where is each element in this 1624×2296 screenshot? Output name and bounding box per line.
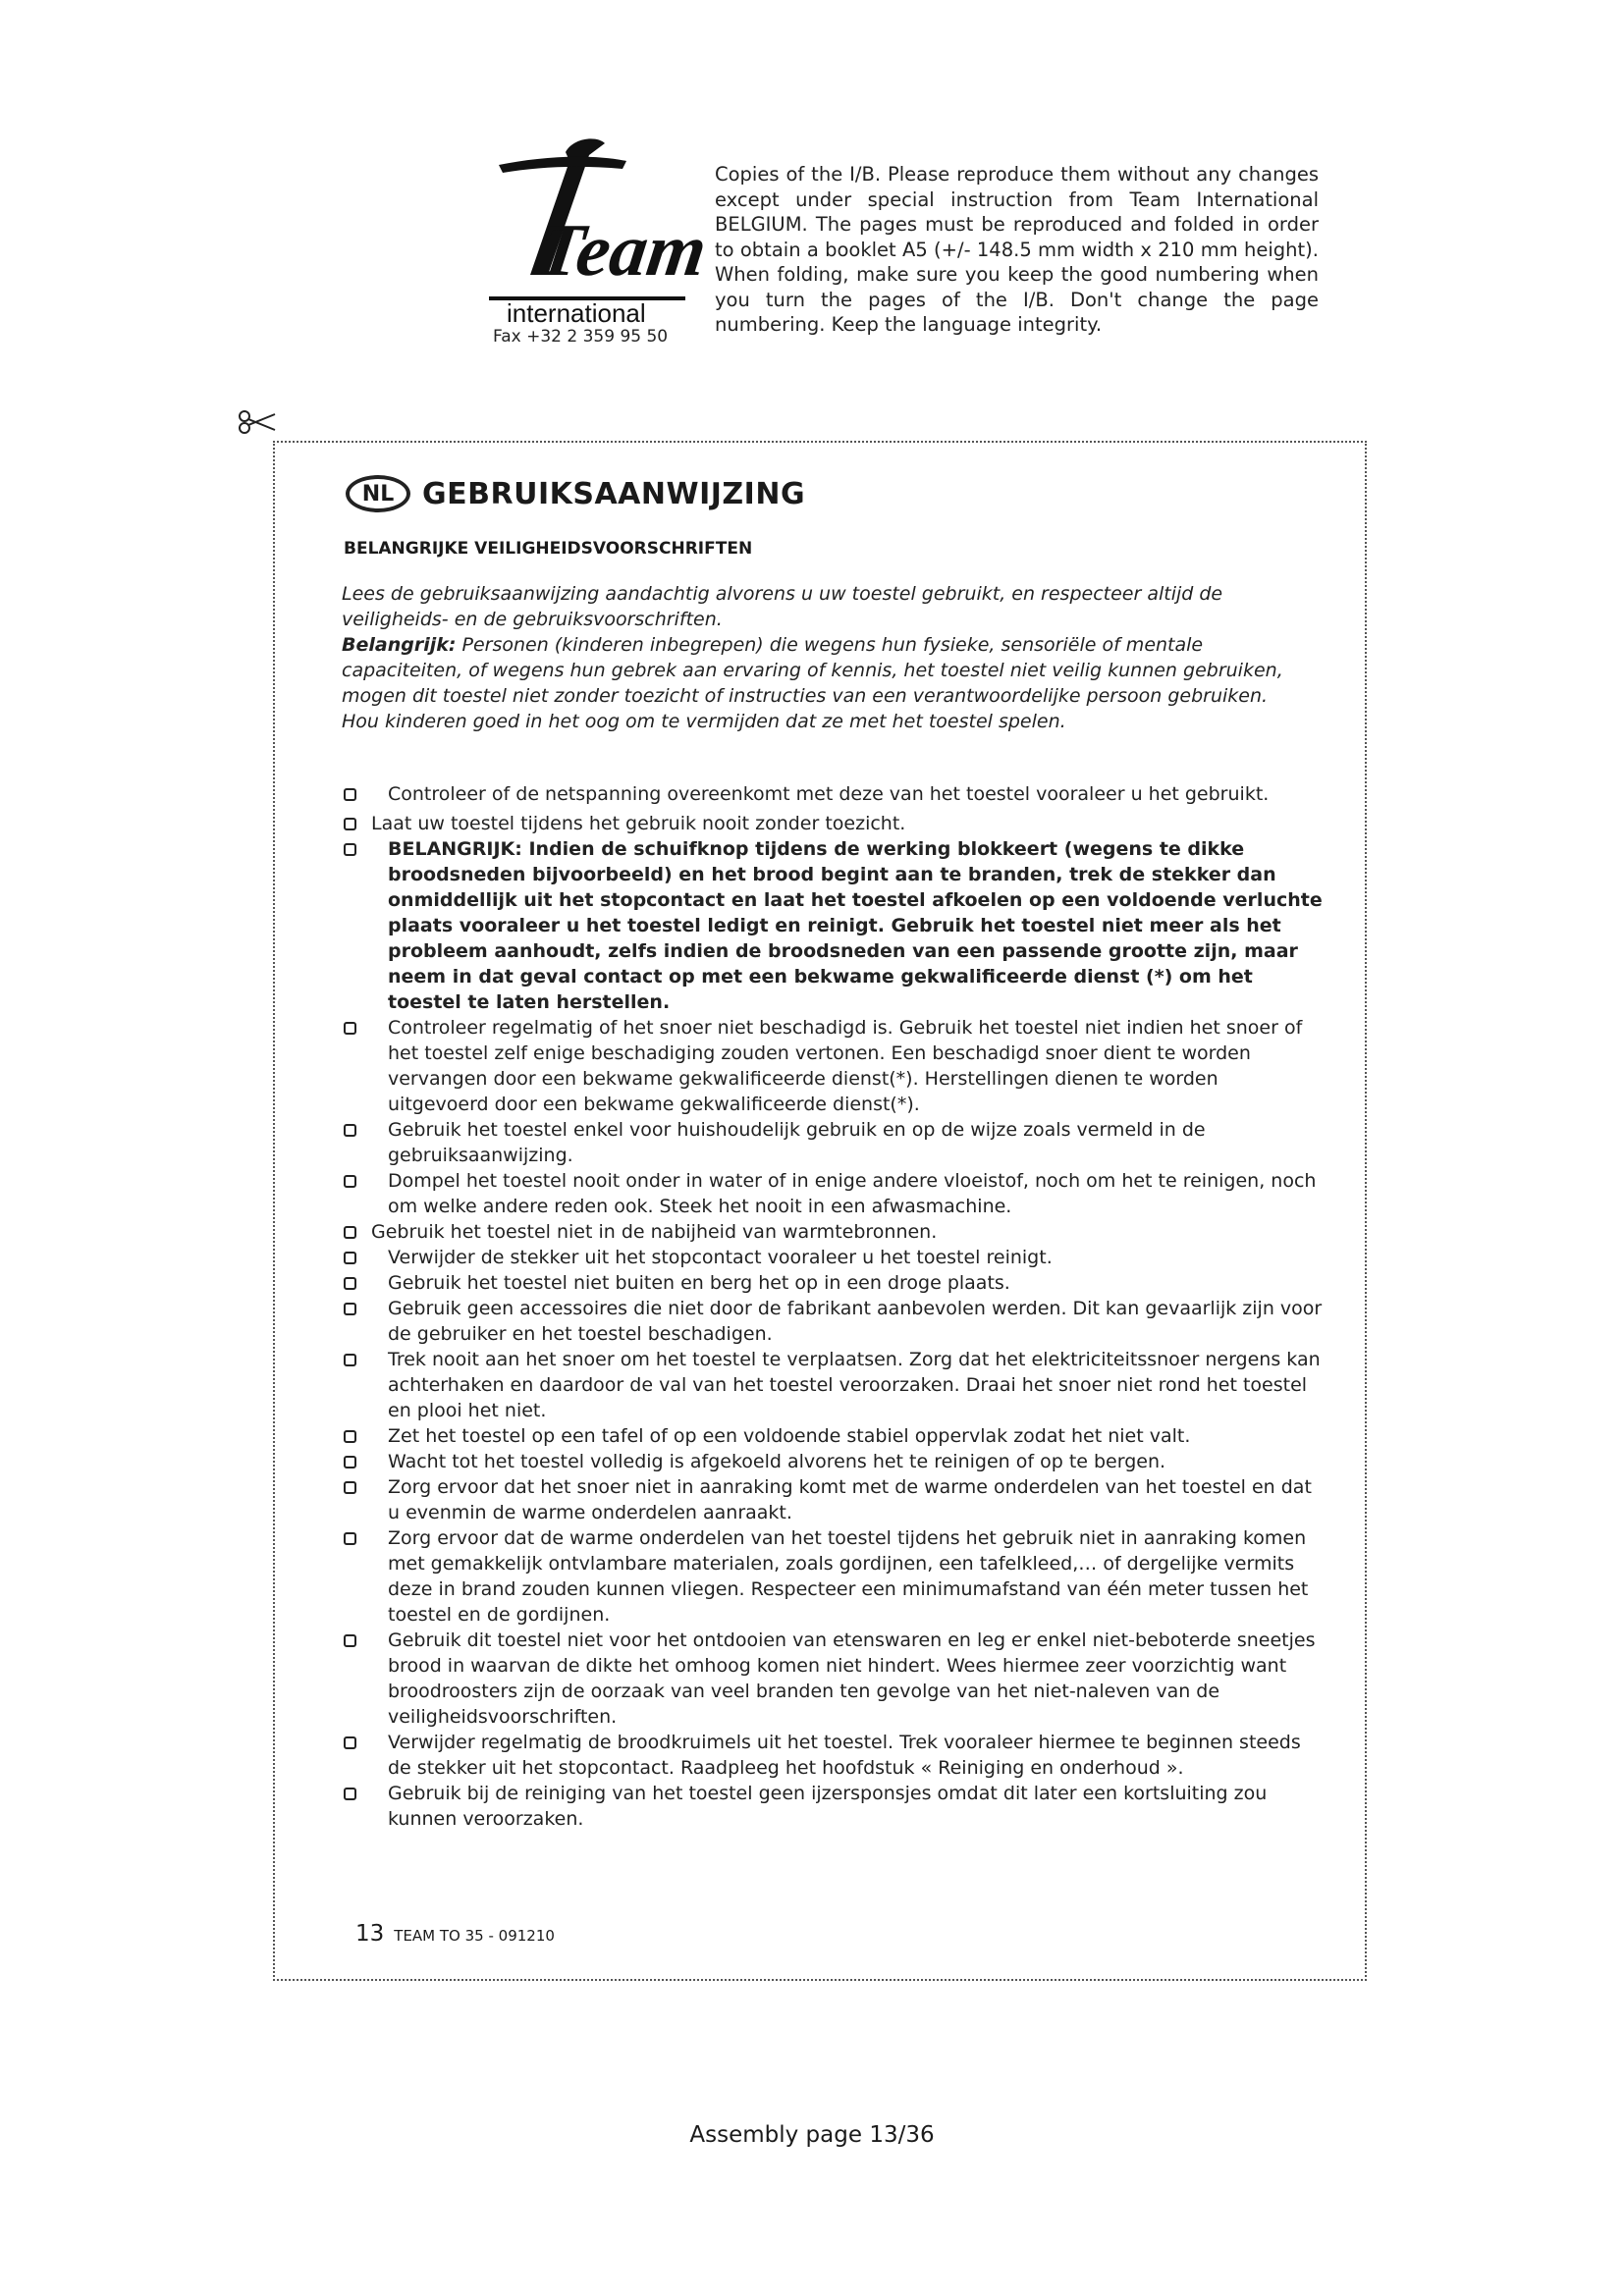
list-item: [342, 1474, 1324, 1525]
list-item: [342, 1117, 1324, 1168]
list-item: [342, 1730, 1324, 1781]
list-item: [342, 1628, 1324, 1730]
list-item-text: Gebruik het toestel enkel voor huishoudelijk gebruik en op de wijze zoals vermeld in de gebruiksaanwijzing.: [388, 1119, 1206, 1166]
fax-number: Fax +32 2 359 95 50: [493, 327, 669, 347]
list-item-text: Zorg ervoor dat het snoer niet in aanraking komt met de warme onderdelen van het toestel en dat u evenmin de warme onderdelen aanraakt.: [388, 1476, 1312, 1523]
checkbox-bullet-icon: [344, 1430, 356, 1443]
checkbox-bullet-icon: [344, 1354, 356, 1366]
checkbox-bullet-icon: [344, 1175, 356, 1188]
checkbox-bullet-icon: [344, 1456, 356, 1468]
checkbox-bullet-icon: [344, 1226, 356, 1239]
checkbox-bullet-icon: [344, 1634, 356, 1647]
list-item-text: Wacht tot het toestel volledig is afgekoeld alvorens het te reinigen of op te bergen.: [388, 1451, 1166, 1472]
checkbox-bullet-icon: [344, 1481, 356, 1494]
logo-wordmark: Team: [532, 208, 705, 292]
list-item-text: Zorg ervoor dat de warme onderdelen van het toestel tijdens het gebruik niet in aanraking komen met gemakkelijk ontvlambare materialen, zoals gordijnen, een tafelkleed,… of dergelijke vermits deze in brand zouden kunnen vliegen. Respecteer een minimumafstand van één meter tussen het toestel en de gordijnen.: [388, 1527, 1309, 1626]
list-item-text: Controleer of de netspanning overeenkomt met deze van het toestel vooraleer u het gebruikt.: [388, 783, 1270, 805]
intro-text: [342, 581, 1302, 734]
list-item-text: Gebruik geen accessoires die niet door de fabrikant aanbevolen werden. Dit kan gevaarlijk zijn voor de gebruiker en het toestel beschadigen.: [388, 1298, 1323, 1345]
section-title: BELANGRIJKE VEILIGHEIDSVOORSCHRIFTEN: [344, 539, 753, 559]
checkbox-bullet-icon: [344, 818, 356, 830]
page-footer: [355, 1921, 555, 1947]
list-item-text: Verwijder de stekker uit het stopcontact vooraleer u het toestel reinigt.: [388, 1247, 1053, 1268]
checkbox-bullet-icon: [344, 1277, 356, 1290]
copies-instructions: Copies of the I/B. Please reproduce them without any changes except under special instruction from Team International BELGIUM. The pages must be reproduced and folded in order to obtain a booklet A5 (+/- 148.5 mm width x 210 mm height). When folding, make sure you keep the good numbering when you turn the pages of the I/B. Don't change the page numbering. Keep the language integrity.: [715, 163, 1319, 336]
list-item-text: Controleer regelmatig of het snoer niet beschadigd is. Gebruik het toestel niet indien het snoer of het toestel zelf enige beschadiging zouden vertonen. Een beschadigd snoer dient te worden vervangen door een bekwame gekwalificeerde dienst(*). Herstellingen dienen te worden uitgevoerd door een bekwame gekwalificeerde dienst(*).: [388, 1017, 1303, 1115]
scissors-icon: [238, 408, 277, 436]
page-number: 13: [355, 1921, 385, 1947]
list-item-text: Zet het toestel op een tafel of op een voldoende stabiel oppervlak zodat het niet valt.: [388, 1425, 1191, 1447]
checkbox-bullet-icon: [344, 1022, 356, 1035]
checkbox-bullet-icon: [344, 1532, 356, 1545]
list-item: [342, 1449, 1324, 1474]
list-item-text: Trek nooit aan het snoer om het toestel te verplaatsen. Zorg dat het elektriciteitssnoer nergens kan achterhaken en daardoor de val van het toestel veroorzaken. Draai het snoer niet rond het toestel en plooi het niet.: [388, 1349, 1321, 1421]
list-item-text: Laat uw toestel tijdens het gebruik nooit zonder toezicht.: [371, 813, 906, 834]
checkbox-bullet-icon: [344, 1124, 356, 1137]
list-item-text: Verwijder regelmatig de broodkruimels uit het toestel. Trek vooraleer hiermee te beginnen steeds de stekker uit het stopcontact. Raadpleeg het hoofdstuk « Reiniging en onderhoud ».: [388, 1732, 1301, 1779]
intro-paragraph: Lees de gebruiksaanwijzing aandachtig alvorens u uw toestel gebruikt, en respecteer altijd de veiligheids- en de gebruiksvoorschriften.: [342, 583, 1223, 630]
list-item-text: Gebruik het toestel niet buiten en berg het op in een droge plaats.: [388, 1272, 1010, 1294]
list-item: [342, 781, 1324, 807]
list-item-text: Gebruik bij de reiniging van het toestel geen ijzersponsjes omdat dit later een kortsluiting zou kunnen veroorzaken.: [388, 1783, 1268, 1830]
logo-subtext: international: [507, 298, 646, 324]
checkbox-bullet-icon: [344, 1252, 356, 1264]
list-item-text: Gebruik dit toestel niet voor het ontdooien van etenswaren en leg er enkel niet-beboterde sneetjes brood in waarvan de dikte het omhoog komen niet hindert. Wees hiermee zeer voorzichtig want broodroosters zijn de oorzaak van veel branden ten gevolge van het niet-naleven van de veiligheidsvoorschriften.: [388, 1629, 1316, 1728]
safety-list: [342, 781, 1324, 1832]
list-item: [342, 1015, 1324, 1117]
assembly-page-label: Assembly page 13/36: [689, 2122, 935, 2148]
checkbox-bullet-icon: [344, 788, 356, 801]
list-item: [342, 1270, 1324, 1296]
list-item: [342, 1296, 1324, 1347]
list-item: [342, 1347, 1324, 1423]
list-item: [342, 1423, 1324, 1449]
list-item-text: Dompel het toestel nooit onder in water of in enige andere vloeistof, noch om het te reinigen, noch om welke andere reden ook. Steek het nooit in een afwasmachine.: [388, 1170, 1317, 1217]
list-item: [342, 1168, 1324, 1219]
manual-heading: [346, 471, 805, 516]
list-item-text: Gebruik het toestel niet in de nabijheid van warmtebronnen.: [371, 1221, 938, 1243]
list-item: [342, 1219, 1324, 1245]
list-item: [342, 1245, 1324, 1270]
list-item: [342, 1525, 1324, 1628]
checkbox-bullet-icon: [344, 1303, 356, 1315]
checkbox-bullet-icon: [344, 1736, 356, 1749]
manual-title: GEBRUIKSAANWIJZING: [422, 476, 806, 511]
important-label: Belangrijk:: [342, 634, 457, 656]
checkbox-bullet-icon: [344, 843, 356, 856]
checkbox-bullet-icon: [344, 1788, 356, 1800]
important-text: Personen (kinderen inbegrepen) die wegens hun fysieke, sensoriële of mentale capaciteiten, of wegens hun gebrek aan ervaring of kennis, het toestel niet veilig kunnen gebruiken, mogen dit toestel niet zonder toezicht of instructies van een verantwoordelijke persoon gebruiken. Hou kinderen goed in het oog om te vermijden dat ze met het toestel spelen.: [342, 634, 1283, 732]
model-code: TEAM TO 35 - 091210: [394, 1927, 555, 1945]
list-item-text: BELANGRIJK: Indien de schuifknop tijdens de werking blokkeert (wegens te dikke broodsneden bijvoorbeeld) en het brood begint aan te branden, trek de stekker dan onmiddellijk uit het stopcontact en laat het toestel afkoelen op een voldoende verluchte plaats vooraleer u het toestel ledigt en reinigt. Gebruik het toestel niet meer als het probleem aanhoudt, zelfs indien de broodsneden van een passende grootte zijn, maar neem in dat geval contact op met een bekwame gekwalificeerde dienst (*) om het toestel te laten herstellen.: [388, 838, 1323, 1013]
list-item: [342, 811, 1324, 836]
list-item: [342, 836, 1324, 1015]
important-paragraph: [342, 632, 1302, 734]
language-badge: NL: [346, 475, 410, 512]
list-item: [342, 1781, 1324, 1832]
team-international-logo: [479, 128, 705, 324]
